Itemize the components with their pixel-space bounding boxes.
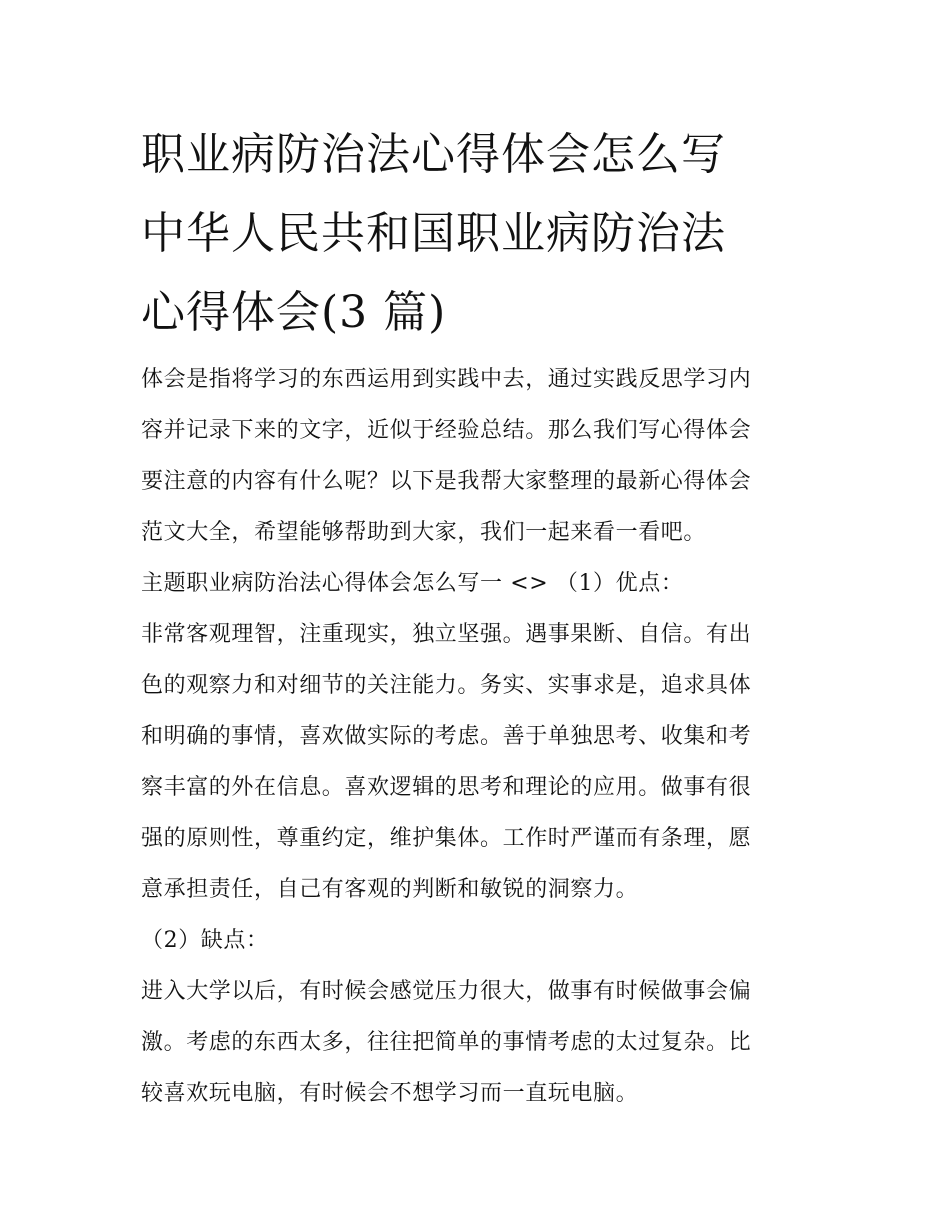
strengths-line: 强的原则性，尊重约定，维护集体。工作时严谨而有条理，愿 <box>141 826 752 851</box>
strengths-paragraph <box>141 609 821 915</box>
weakness-line: 进入大学以后，有时候会感觉压力很大，做事有时候做事会偏 <box>141 979 752 1004</box>
weakness-line: 较喜欢玩电脑，有时候会不想学习而一直玩电脑。 <box>141 1081 639 1106</box>
intro-line: 容并记录下来的文字，近似于经验总结。那么我们写心得体会 <box>141 418 752 443</box>
strengths-line: 非常客观理智，注重现实，独立坚强。遇事果断、自信。有出 <box>141 622 752 647</box>
intro-line: 范文大全，希望能够帮助到大家，我们一起来看一看吧。 <box>141 520 707 545</box>
weakness-paragraph <box>141 966 821 1119</box>
topic-heading: 主题职业病防治法心得体会怎么写一 <> （1）优点： <box>141 571 684 596</box>
strengths-line: 意承担责任，自己有客观的判断和敏锐的洞察力。 <box>141 877 639 902</box>
intro-paragraph <box>141 354 821 558</box>
intro-line: 体会是指将学习的东西运用到实践中去，通过实践反思学习内 <box>141 367 752 392</box>
title-line: 中华人民共和国职业病防治法 <box>141 208 726 259</box>
strengths-line: 和明确的事情，喜欢做实际的考虑。善于单独思考、收集和考 <box>141 724 752 749</box>
weakness-heading: （2）缺点： <box>141 928 269 953</box>
title-line: 心得体会(3 篇) <box>141 287 447 338</box>
intro-line: 要注意的内容有什么呢？以下是我帮大家整理的最新心得体会 <box>141 469 752 494</box>
weakness-line: 激。考虑的东西太多，往往把简单的事情考虑的太过复杂。比 <box>141 1030 752 1055</box>
strengths-line: 色的观察力和对细节的关注能力。务实、实事求是，追求具体 <box>141 673 752 698</box>
strengths-line: 察丰富的外在信息。喜欢逻辑的思考和理论的应用。做事有很 <box>141 775 752 800</box>
document-title <box>141 115 821 352</box>
document-page <box>141 115 821 1119</box>
title-line: 职业病防治法心得体会怎么写 <box>141 129 726 180</box>
